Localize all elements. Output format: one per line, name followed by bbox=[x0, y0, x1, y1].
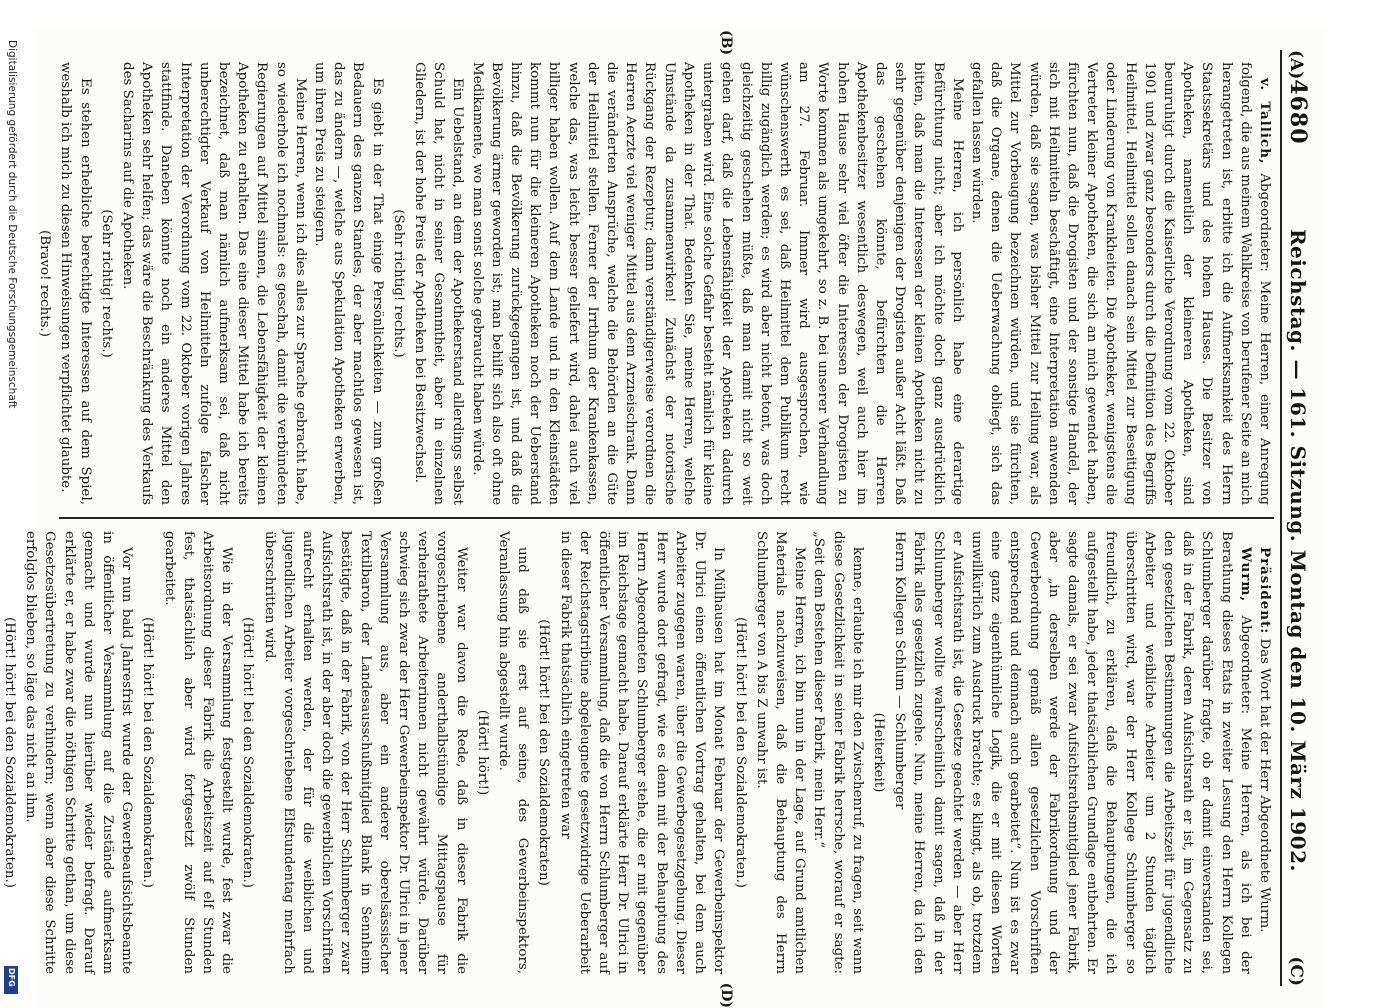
speaker-name: Präsident: bbox=[1257, 547, 1273, 635]
interjection-note: (Hört! hört! bei den Sozialdemokraten.) bbox=[140, 617, 156, 888]
interjection-note: (Hört! hört! bei den Sozialdemokraten.) bbox=[2, 617, 17, 888]
interjection-note: (Heiterkeit) bbox=[870, 712, 886, 793]
speaker-name: Wurm, bbox=[1237, 547, 1254, 603]
section-marker-a: (A) bbox=[1286, 50, 1306, 80]
interjection-note: (Sehr richtig! rechts.) bbox=[98, 209, 114, 358]
body-paragraph: Meine Herren, ich bin nun in der Lage, auf Grund amtlichen Materials nachzuweisen, daß die Behauptung des Herrn Schlumberger von A bis Z unwahr ist. bbox=[753, 531, 808, 974]
speech-text: Abgeordneter: Meine Herren, als ich bei der Berathung dieses Etats in zweiter Lesung den Herrn Kollegen Schlumberger darüber fragte, ob er damit einverstanden sei, daß in der Fabrik, deren Aufsichtsrath er ist, im Gegensatz zu den gesetzlichen Bestimmungen die Arbeitszeit für jugendliche Arbeiter und weibliche Arbeiter um 2 Stunden täglich überschritten wird, war der Herr Kollege Schlumberger so freundlich, zu erklären, daß die Behauptungen, die ich aufgestellt habe, jeder thatsächlichen Grundlage entbehrten. Er sagte damals, er sei zwar Aufsichtsrathsmitglied jener Fabrik, aber „in derselben werde der Fabrikordnung und der Gewerbeordnung gemäß allen gesetzlichen Vorschriften entsprechend und demnach auch gearbeitet“. Nun ist es zwar eine ganz eigenthümliche Logik, die er mit diesen Worten unwillkürlich zum Ausdruck brachte; es klingt, als ob, trotzdem er Aufsichtsrath ist, die Gesetze geachtet werden — aber Herr Schlumberger wollte wahrscheinlich damit sagen, daß in der Fabrik alles gesetzlich zugehe. Nun, meine Herren, da ich den Herrn Kollegen Schlum — Schlumberger bbox=[892, 531, 1253, 974]
speaker-name: v. Tallich, bbox=[1257, 78, 1273, 165]
interjection-note: (Sehr richtig! rechts.) bbox=[390, 209, 406, 358]
section-marker-c: (C) bbox=[1286, 956, 1306, 986]
body-paragraph: Vor nun bald Jahresfrist wurde der Gewerbeaufsichtsbeamte in öffentlicher Versammlung auf die Zustände aufmerksam gemacht und wurde nun hierüber wieder befragt. Darauf erklärte er, er habe zwar die nöthigen Schritte gethan, um diese Gesetzesübertretung zu verhindern; wenn aber diese Schritte erfolglos blieben, so läge das nicht an ihm. bbox=[23, 531, 135, 974]
page-title: Reichstag. — 161. Sitzung. Montag den 10. März 1902. bbox=[1286, 228, 1310, 872]
section-marker-d: (D) bbox=[718, 982, 734, 1008]
speech-text: Abgeordneter: Meine Herren, einer Anregung folgend, die aus meinem Wahlkreise von berufener Seite an mich herangetreten ist, erbitte ich die Aufmerksamkeit des Herrn Staatssekretärs und des hohen Hauses. Die Besitzer von Apotheken, namentlich der kleineren Apotheken, sind beunruhigt durch die Kaiserliche Verordnung vom 22. Oktober 1901 und zwar ganz besonders durch die Definition des Begriffs Heilmittel. Heilmittel sollen danach sein Mittel zur Beseitigung oder Linderung von Krankheiten. Die Apotheker, wenigstens die Vertreter kleiner Apotheken, die sich an mich gewendet haben, fürchten nun, daß die Drogisten und der sonstige Handel, der sich mit Heilmitteln beschäftigt, eine Interpretation anwenden würden, daß sie sagen, was bisher Mittel zur Heilung war, als Mittel zur Vorbeugung bezeichnen würden, und sie fürchten, daß die Organe, denen die Ueberwachung obliegt, sich das gefallen lassen würden. bbox=[968, 62, 1272, 505]
body-paragraph: Wie in der Versammlung festgestellt wurde, fest zwar die Arbeitsordnung dieser Fabrik die Arbeitszeit auf elf Stunden fest, thatsächlich aber wird fortgesetzt zwölf Stunden gearbeitet. bbox=[161, 531, 235, 974]
body-paragraph: und daß sie erst auf seine, des Gewerbeinspektors, Veranlassung hin abgestellt wurde. bbox=[496, 531, 531, 974]
digitization-note bbox=[6, 40, 18, 970]
left-column bbox=[37, 50, 1274, 517]
body-paragraph: Weiter war davon die Rede, daß in dieser Fabrik die vorgeschriebene anderthalbstündige Mittagspause für verheirathete Arbeiterinnen nicht gewährt würde. Darüber schwieg sich zwar der Herr Gewerbeinspektor Dr. Ulrici in jener Versammlung aus, aber ein anderer oberelsässischer Textilbaron, der Landesausschußmitglied Blank in Sennheim bestätigte, daß in der Fabrik, von der Herr Schlumberger zwar Aufsichtsrath ist, in der aber doch die gewerblichen Vorschriften aufrecht erhalten werden, der für die weiblichen und jugendlichen Arbeiter vorgeschriebene Elfstundentag mehrfach überschritten wird. bbox=[261, 531, 469, 974]
section-marker-b: (B) bbox=[718, 30, 734, 56]
speech-paragraph bbox=[967, 62, 1274, 505]
digitization-note-text: Digitalisierung gefördert durch die Deutsche Forschungsgemeinschaft bbox=[6, 40, 18, 409]
body-paragraph: Es stehen erhebliche berechtigte Interessen auf dem Spiel, weshalb ich mich zu diesen Hinweisungen verpflichtet glaubte. bbox=[58, 62, 93, 505]
dfg-logo bbox=[4, 966, 18, 994]
body-paragraph: Es giebt in der That einige Persönlichkeiten — zum großen Bedauern des ganzen Standes, der aber machtlos gewesen ist, das zu ändern —, welche aus Spekulation Apotheken erwerben, um ihren Preis zu steigern. bbox=[312, 62, 385, 505]
speech-paragraph bbox=[1255, 531, 1274, 974]
interjection-note: (Bravo! rechts.) bbox=[37, 230, 53, 337]
body-paragraph: Meine Herren, ich persönlich habe eine derartige Befürchtung nicht; aber ich möchte doch ganz ausdrücklich bitten, daß man die Interessen der kleinen Apotheken nicht zu sehr gegenüber denjenigen der Drogisten außer Acht läßt. Daß das geschehen könnte, befürchten die Herren Apothekenbesitzer wesentlich deswegen, weil auch hier im hohen Hause sehr viel öfter die Interessen der Drogisten zu Worte kommen als umgekehrt, so z. B. bei unserer Verhandlung am 27. Februar. Immer wird ausgesprochen, wie wünschenswerth es sei, daß Heilmittel dem Publikum recht billig zugänglich werden; es wird aber nicht betont, was doch gleichzeitig geschehen müßte, daß man damit nicht so weit gehen darf, daß die Lebensfähigkeit der Apotheken dadurch untergraben wird. Eine solche Gefahr besteht nämlich für kleine Apotheken in der That. Bedenken Sie, meine Herren, welche Umstände da zusammenwirken! Zunächst der notorische Rückgang der Rezeptur; dann verständigerweise verordnen die Herren Aerzte viel weniger Mittel aus dem Arzneischrank. Dann die veränderten Ansprüche, welche die Behörden an die Güte der Heilmittel stellen. Ferner der Irrthum der Krankenkassen, welche das, was leicht besser geliefert wird, dahei auch viel billiger haben wollen. Auf dem Lande und in den Kleinstädten kommt nun für die kleineren Apotheken noch der Ueberstand hinzu, daß die Bevölkerung zurückgegangen ist, und daß die Bevölkerung ärmer geworden ist; man behilft sich also oft ohne Medikamente, wo man sonst solche gebraucht haben würde. bbox=[469, 62, 965, 505]
interjection-note: (Hört! hört!) bbox=[474, 709, 490, 796]
body-paragraph: Meine Herren, wenn ich dies alles zur Sprache gebracht habe, so wiederhole ich nochmals: es geschah, damit die verbündeten Regierungen auf Mittel sinnen, die Lebensfähigkeit der kleinen Apotheken zu erhalten. Das eine dieser Mittel habe ich bereits bezeichnet, daß man nämlich aufmerksam sei, daß nicht unberechtigter Verkauf von Heilmitteln zufolge falscher Interpretation der Verordnung vom 22. Oktober vorigen Jahres stattfinde. Daneben könnte noch ein anderes Mittel den Apotheken sehr helfen; das wäre die Beschränkung des Verkaufs des Sacharins auf die Apotheken. bbox=[120, 62, 308, 505]
body-paragraph: In Mülhausen hat im Monat Februar der Gewerbeinspektor Dr. Ulrici einen öffentlichen Vortrag gehalten, bei dem auch Arbeiter zugegen waren, über die Gewerbegesetzgebung. Dieser Herr wurde dort gefragt, wie es denn mit der Behauptung des Herrn Abgeordneten Schlumberger stehe, die er mit gegenüber im Reichstage gemacht habe. Darauf erklärte Herr Dr. Ulrici in öffentlicher Versammlung, daß die von Herrn Schlumberger auf der Reichstagstribüne abgeleugnete gesetzwidrige Ueberarbeit in dieser Fabrik thatsächlich eingetreten war bbox=[557, 531, 727, 974]
page-number: 4680 bbox=[1285, 79, 1311, 145]
interjection-note: (Hört! hört! bei den Sozialdemokraten.) bbox=[732, 617, 748, 888]
speech-paragraph bbox=[890, 531, 1255, 974]
interjection-note: (Hört! hört! bei den Sozialdemokraten.) bbox=[240, 617, 256, 888]
page-header bbox=[1280, 50, 1311, 986]
dfg-logo-text: DFG bbox=[7, 968, 16, 987]
speech-text: Das Wort hat der Herr Abgeordnete Wurm. bbox=[1257, 638, 1272, 933]
interjection-note: (Hört! hört! bei den Sozialdemokraten) bbox=[536, 619, 552, 886]
body-paragraph: Ein Uebelstand, an dem der Apothekerstand allerdings selbst Schuld hat, nicht in seiner Gesammtheit, aber in einzelnen Gliedern, ist der hohe Preis der Apotheken bei Besitzwechsel. bbox=[412, 62, 466, 505]
body-paragraph: kenne, erlaubte ich mir den Zwischenruf, zu fragen, seit wann diese Gesetzlichkeit in seiner Fabrik herrsche, worauf er sagte: „Seit dem Bestehen dieser Fabrik, mein Herr.“ bbox=[811, 531, 865, 974]
